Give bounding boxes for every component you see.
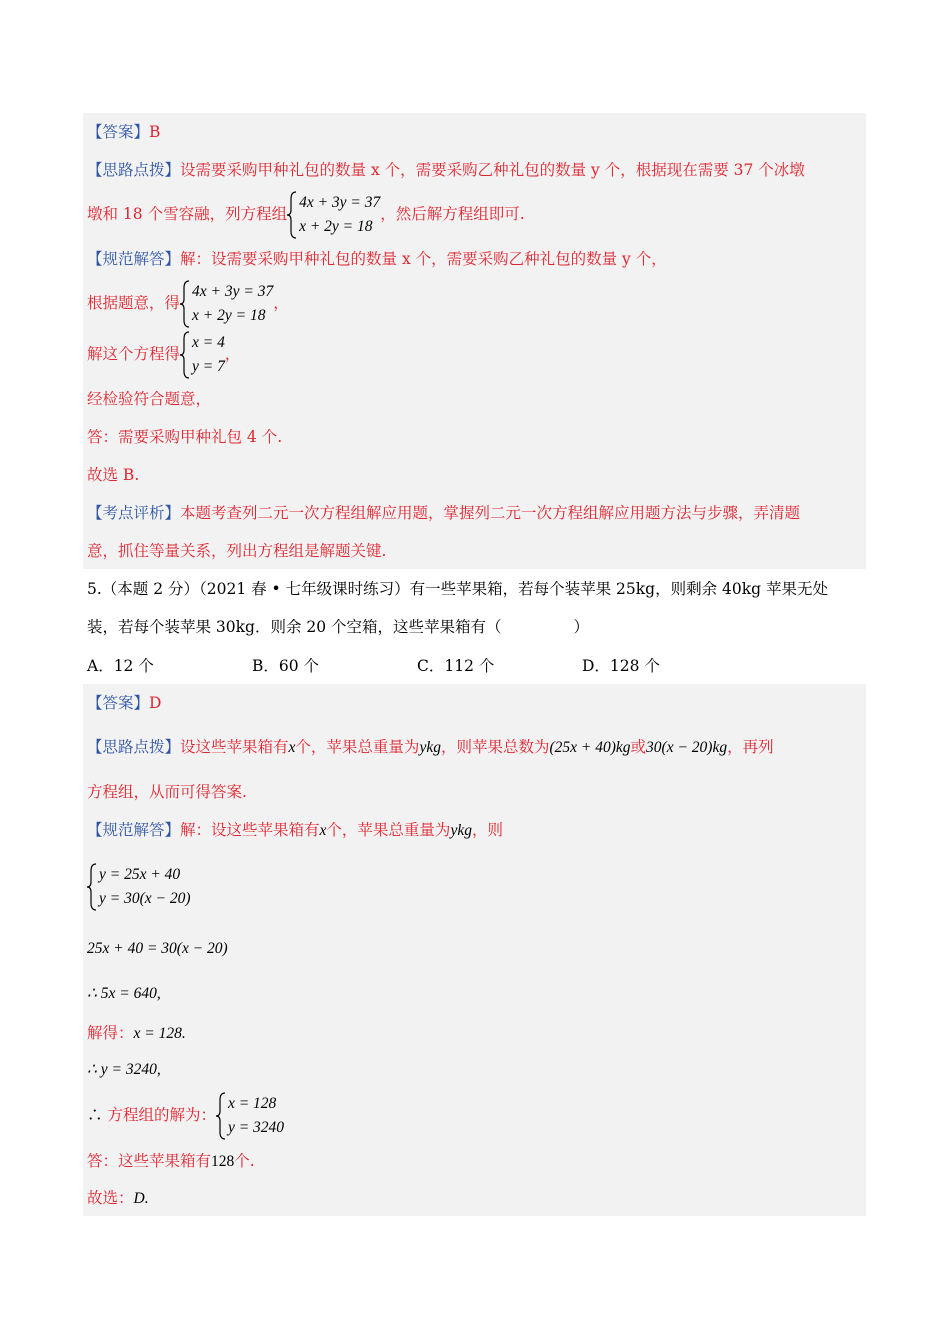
variable-x: x [288,739,296,756]
stem-text: 装，若每个装苹果 30kg．则余 20 个空箱，这些苹果箱有（ [87,618,502,636]
reply-text: 答：这些苹果箱有 [87,1152,212,1170]
hint-tag: 【思路点拨】 [87,738,181,756]
hint-text: 设这些苹果箱有 [180,738,289,756]
brace-icon [87,863,97,911]
comma: ， [224,345,241,363]
q4-choose-line: 故选 B. [87,466,140,484]
choose-label: 故选： [87,1189,134,1207]
q5-stem-line-1: 5.（本题 2 分）（2021 春 • 七年级课时练习）有一些苹果箱，若每个装苹果 25kg，则剩余 40kg 苹果无处 [87,580,828,598]
review-text: 本题考查列二元一次方程组解应用题，掌握列二元一次方程组解应用题方法与步骤，弄清题 [180,504,801,522]
equation-system-3 [180,331,225,379]
equation-system-5 [216,1092,284,1140]
therefore-symbol: ∴ [87,1106,103,1124]
expression-2: 30(x − 20)kg [646,739,728,756]
equation: x = 128. [133,1025,186,1042]
hint-text: 个，苹果总重量为 [295,738,420,756]
q4-review-line-1 [87,502,864,524]
variable-ykg: ykg [419,739,441,756]
q5-equation-1: 25x + 40 = 30(x − 20) [87,940,228,957]
equation-row: 4x + 3y = 37 [299,194,381,211]
solution-text: 解这个方程得 [87,345,181,363]
solution-text: 根据题意，得 [87,294,181,312]
answer-tag: 【答案】 [87,123,150,141]
solution-tag: 【规范解答】 [87,250,181,268]
comma: ， [273,294,289,312]
hint-text: 或 [630,738,647,756]
q5-hint-line-2: 方程组，从而可得答案. [87,783,247,801]
equation-system-4 [87,863,191,911]
equation-row: y = 25x + 40 [99,866,181,883]
answer-value: D [149,694,162,712]
variable-ykg: ykg [450,822,472,839]
equation-row: x + 2y = 18 [299,218,373,235]
equation-row: y = 30(x − 20) [99,890,191,907]
q5-choose-line [87,1187,864,1210]
q4-hint-line-2 [87,190,864,239]
reply-text: 个. [234,1152,255,1170]
equation-row: x = 4 [192,334,225,351]
choose-value: D. [133,1190,149,1207]
brace-icon [216,1092,226,1140]
expression-1: (25x + 40)kg [549,739,631,756]
q4-check-line: 经检验符合题意， [87,390,212,408]
stem-text: ） [573,618,590,636]
solution-tag: 【规范解答】 [87,821,181,839]
option-c[interactable]: C．112 个 [417,657,495,675]
q5-reply-line [87,1150,864,1173]
hint-text: 墩和 18 个雪容融，列方程组 [87,205,288,223]
q4-solution-line-3 [87,330,864,379]
q4-review-line-2: 意，抓住等量关系，列出方程组是解题关键. [87,542,387,560]
solution-text: 解：设这些苹果箱有 [180,821,320,839]
brace-icon [180,280,190,328]
q4-solution-line-1 [87,248,864,270]
option-a[interactable]: A．12 个 [87,657,154,675]
q4-answer-line [87,121,864,143]
answer-tag: 【答案】 [87,694,150,712]
q5-answer-line [87,692,864,714]
q4-reply-line: 答：需要采购甲种礼包 4 个. [87,428,283,446]
equation-system-2 [180,280,273,328]
q5-equation-2: ∴ 5x = 640, [87,985,161,1002]
q5-system-line [87,860,864,912]
q4-hint-line-1 [87,159,864,181]
equation-system-1 [287,191,380,239]
option-d[interactable]: D．128 个 [582,657,660,675]
equation-row: y = 7 [192,358,225,375]
solution-text: 解：设需要采购甲种礼包的数量 x 个，需要采购乙种礼包的数量 y 个， [180,250,667,268]
equation-row: y = 3240 [227,1119,285,1136]
q5-hint-line-1 [87,736,864,759]
hint-text: ，再列 [727,738,774,756]
hint-text: ，然后解方程组即可. [380,205,525,223]
q5-result-line [87,1090,864,1140]
solution-text: 个，苹果总重量为 [326,821,451,839]
review-tag: 【考点评析】 [87,504,181,522]
option-b[interactable]: B．60 个 [252,657,320,675]
solve-label: 解得： [87,1024,134,1042]
equation-row: x = 128 [227,1095,277,1112]
solution-text: ，则 [471,821,503,839]
result-label: 方程组的解为： [107,1106,216,1124]
brace-icon [287,191,297,239]
hint-text: 设需要采购甲种礼包的数量 x 个，需要采购乙种礼包的数量 y 个，根据现在需要 37 个冰墩 [180,161,805,179]
hint-tag: 【思路点拨】 [87,161,181,179]
q5-equation-3 [87,1022,864,1045]
q5-stem-line-2 [87,616,864,638]
q5-solution-line-1 [87,819,864,842]
equation-row: 4x + 3y = 37 [192,283,274,300]
answer-value: B [149,123,161,141]
q5-equation-4: ∴ y = 3240, [87,1061,161,1078]
brace-icon [180,331,190,379]
q4-solution-line-2 [87,279,864,328]
reply-number: 128 [211,1153,235,1170]
variable-x: x [319,822,327,839]
equation-row: x + 2y = 18 [192,307,266,324]
hint-text: ，则苹果总数为 [440,738,550,756]
